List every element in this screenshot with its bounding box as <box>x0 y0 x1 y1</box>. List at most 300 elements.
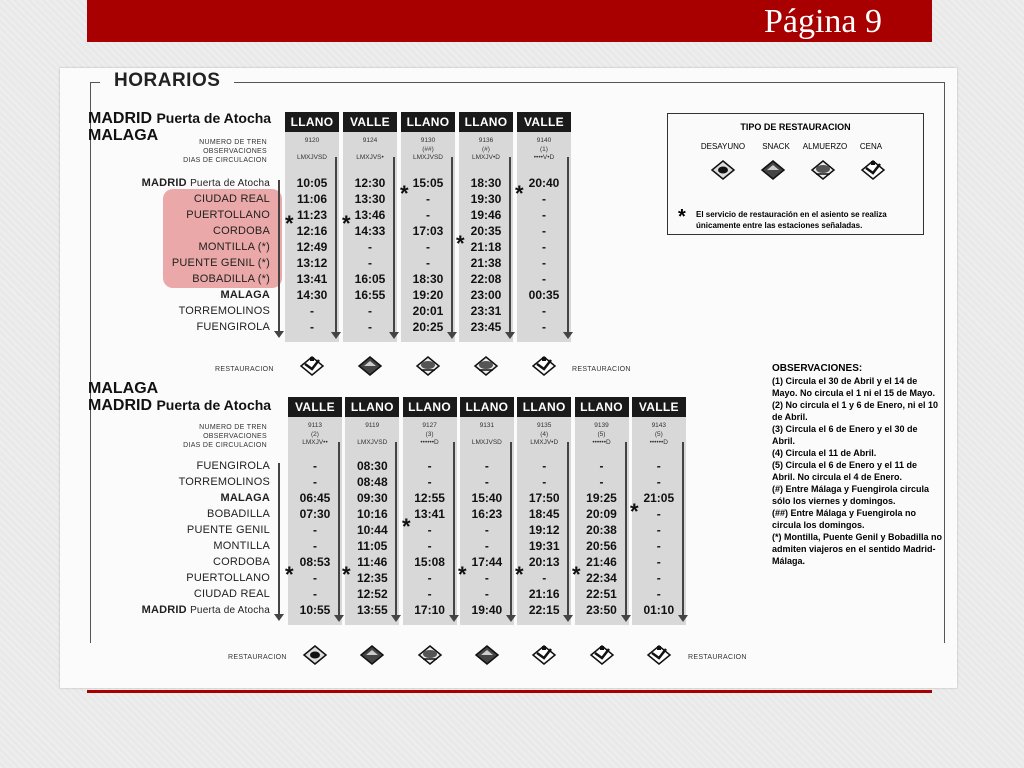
obs-item: (1) Circula el 30 de Abril y el 14 de Mayo. No circula el 1 ni el 15 de Mayo. <box>772 376 936 398</box>
time-cell: 13:46 <box>354 208 386 222</box>
time-cell: - <box>368 320 372 334</box>
almuerzo-icon <box>415 354 441 378</box>
restauracion-star-icon: * <box>630 499 639 524</box>
time-cell: - <box>542 320 546 334</box>
section-title: HORARIOS <box>100 70 234 92</box>
direction-arrow <box>338 442 340 616</box>
train-obs: (1) <box>540 145 548 153</box>
obs-item: (3) Circula el 6 de Enero y el 30 de Abril. <box>772 424 918 446</box>
time-cell: - <box>542 240 546 254</box>
time-cell: - <box>542 256 546 270</box>
train-type-header: LLANO <box>285 112 339 132</box>
time-cell: - <box>484 571 489 585</box>
station-name: PUENTE GENIL (*) <box>171 257 270 269</box>
time-cell: 10:55 <box>299 603 331 617</box>
station-sub: Puerta de Atocha <box>190 178 270 189</box>
time-cell: - <box>313 587 317 601</box>
time-cell: - <box>427 523 432 537</box>
time-cell: - <box>484 523 489 537</box>
legend-cena-label: CENA <box>859 142 883 151</box>
station-bobadilla <box>120 272 270 287</box>
time-cell: - <box>542 475 547 489</box>
meta-label-number: NUMERO DE TREN <box>199 139 267 146</box>
legend-note-line2: únicamente entre las estaciones señaladas. <box>696 221 863 230</box>
time-cell: - <box>368 304 372 318</box>
train-meta <box>460 422 514 447</box>
restauracion-star-icon: * <box>515 562 524 587</box>
station-name: MALAGA <box>220 289 270 301</box>
time-cell: 12:35 <box>356 571 388 585</box>
time-cell: - <box>426 240 430 254</box>
direction-arrow <box>625 442 627 616</box>
station-puertollano <box>120 208 270 223</box>
time-cell: 17:44 <box>471 555 503 569</box>
outbound-origin: MADRID <box>88 110 152 127</box>
station-montilla <box>120 240 270 255</box>
time-cell: 21:46 <box>586 555 617 569</box>
legend-almuerzo-label: ALMUERZO <box>802 142 848 151</box>
time-cell: 11:46 <box>357 555 388 569</box>
station-madrid <box>120 603 270 618</box>
observaciones-title: OBSERVACIONES: <box>772 363 863 374</box>
outbound-meta-labels <box>160 138 267 165</box>
train-obs <box>343 146 397 154</box>
time-cell: 08:30 <box>356 459 388 473</box>
time-cell: - <box>426 256 430 270</box>
train-meta <box>288 422 342 448</box>
train-days: LMXJV•• <box>302 439 328 446</box>
time-cell: - <box>542 224 546 238</box>
time-cell: - <box>656 587 661 601</box>
legend-desayuno-icon <box>710 158 736 182</box>
time-cell: - <box>656 507 661 521</box>
time-cell: 20:35 <box>470 224 502 238</box>
train-meta <box>575 422 629 448</box>
train-obs: (##) <box>422 145 434 153</box>
time-cell: 19:20 <box>412 288 444 302</box>
train-days: LMXJV•D <box>472 154 500 161</box>
meta-label-obs: OBSERVACIONES <box>203 433 267 440</box>
train-days: ••••••D <box>420 439 439 446</box>
time-cell: - <box>368 240 372 254</box>
station-torremolinos <box>120 475 270 490</box>
time-cell: 21:05 <box>643 491 675 505</box>
time-cell: 20:56 <box>586 539 617 553</box>
cena-icon <box>299 354 325 378</box>
legend-almuerzo-icon <box>810 158 836 182</box>
outbound-destination: MALAGA <box>88 127 159 144</box>
train-obs: (3) <box>425 430 434 438</box>
time-cell: 23:50 <box>586 603 617 617</box>
restauracion-star-icon: * <box>285 562 294 587</box>
legend-star-icon: * <box>678 206 686 228</box>
train-type-header: LLANO <box>460 397 514 417</box>
time-cell: - <box>656 539 661 553</box>
time-cell: 10:44 <box>356 523 388 537</box>
station-name: MONTILLA (*) <box>198 241 270 253</box>
train-number: 9113 <box>308 422 322 429</box>
time-cell: - <box>656 571 661 585</box>
desayuno-icon <box>302 643 328 667</box>
time-cell: 19:25 <box>586 491 617 505</box>
station-name: MADRID <box>141 604 187 616</box>
time-cell: 08:53 <box>299 555 331 569</box>
time-cell: 12:30 <box>354 176 386 190</box>
obs-item: (*) Montilla, Puente Genil y Bobadilla no admiten viajeros en el sentido Madrid-Málaga. <box>772 532 943 566</box>
train-meta <box>459 137 513 163</box>
legend-cena-icon <box>860 158 886 182</box>
time-cell: 22:34 <box>586 571 617 585</box>
restauracion-star-icon: * <box>285 211 294 236</box>
train-number: 9135 <box>536 422 552 429</box>
snack-icon <box>359 643 385 667</box>
station-bobadilla <box>120 507 270 522</box>
direction-arrow <box>278 180 280 332</box>
time-cell: - <box>599 459 604 473</box>
train-type-header: VALLE <box>343 112 397 132</box>
direction-arrow <box>453 442 455 616</box>
time-cell: 20:09 <box>586 507 617 521</box>
station-name: BOBADILLA <box>207 508 270 520</box>
direction-arrow <box>682 442 684 616</box>
station-ciudad-real <box>120 192 270 207</box>
train-days: LMXJVS• <box>356 153 384 161</box>
train-days: LMXJVSD <box>413 154 443 161</box>
train-type-header: VALLE <box>632 397 686 417</box>
meta-label-number: NUMERO DE TREN <box>199 424 267 431</box>
time-cell: 16:55 <box>354 288 386 302</box>
train-days: ••••V•D <box>533 154 555 161</box>
time-cell: - <box>313 523 317 537</box>
almuerzo-icon <box>473 354 499 378</box>
time-cell: 15:05 <box>412 176 444 190</box>
time-cell: 22:51 <box>586 587 617 601</box>
time-cell: - <box>542 459 547 473</box>
time-cell: - <box>656 523 661 537</box>
station-madrid <box>120 176 270 191</box>
time-cell: 13:41 <box>414 507 445 521</box>
train-type-header: LLANO <box>517 397 571 417</box>
snack-icon <box>474 643 500 667</box>
time-cell: - <box>427 475 432 489</box>
train-meta <box>517 137 571 163</box>
station-malaga <box>120 491 270 506</box>
almuerzo-icon <box>417 643 443 667</box>
cena-icon <box>531 643 557 667</box>
time-cell: 07:30 <box>299 507 331 521</box>
station-fuengirola <box>120 459 270 474</box>
time-cell: - <box>656 459 661 473</box>
direction-arrow <box>510 442 512 616</box>
train-number: 9131 <box>479 422 495 429</box>
train-type-header: LLANO <box>575 397 629 417</box>
time-cell: - <box>656 475 661 489</box>
time-cell: - <box>368 256 372 270</box>
time-cell: 10:05 <box>296 176 328 190</box>
time-cell: 11:23 <box>296 208 328 222</box>
train-type-header: LLANO <box>345 397 399 417</box>
station-ciudad-real <box>120 587 270 602</box>
station-montilla <box>120 539 270 554</box>
train-meta <box>403 422 457 448</box>
time-cell: 18:45 <box>528 507 560 521</box>
inbound-route-title <box>88 380 271 414</box>
train-obs <box>460 431 514 439</box>
time-cell: 19:30 <box>470 192 502 206</box>
inbound-destination: MADRID <box>88 397 152 414</box>
station-torremolinos <box>120 304 270 319</box>
time-cell: 15:40 <box>471 491 503 505</box>
time-cell: - <box>542 571 547 585</box>
station-name: BOBADILLA (*) <box>192 273 270 285</box>
time-cell: 11:06 <box>296 192 328 206</box>
train-obs <box>285 146 339 154</box>
restauracion-star-icon: * <box>572 562 581 587</box>
station-name: PUERTOLLANO <box>186 572 270 584</box>
station-name: PUENTE GENIL <box>186 524 270 536</box>
time-cell: - <box>599 475 604 489</box>
time-cell: 12:52 <box>356 587 388 601</box>
train-meta <box>343 137 397 162</box>
time-cell: 23:31 <box>470 304 502 318</box>
restauracion-star-icon: * <box>458 562 467 587</box>
time-cell: - <box>313 459 317 473</box>
direction-arrow <box>393 157 395 333</box>
snack-icon <box>357 354 383 378</box>
time-cell: 20:01 <box>412 304 444 318</box>
time-cell: 21:38 <box>470 256 502 270</box>
time-cell: - <box>484 587 489 601</box>
cena-icon <box>531 354 557 378</box>
train-obs: (5) <box>654 430 663 438</box>
time-cell: 14:33 <box>354 224 386 238</box>
direction-arrow <box>509 157 511 333</box>
direction-arrow <box>395 442 397 616</box>
time-cell: 19:40 <box>471 603 503 617</box>
restauracion-star-icon: * <box>515 181 524 206</box>
time-cell: - <box>656 555 661 569</box>
page-title: Página 9 <box>763 3 882 40</box>
timetable-document <box>60 68 957 688</box>
train-number: 9120 <box>304 137 320 144</box>
station-name: MONTILLA <box>213 540 270 552</box>
station-name: CORDOBA <box>212 556 270 568</box>
header-banner <box>87 0 932 42</box>
direction-arrow <box>335 157 337 333</box>
time-cell: 21:18 <box>470 240 502 254</box>
time-cell: 13:30 <box>354 192 386 206</box>
time-cell: - <box>542 304 546 318</box>
direction-arrow <box>567 157 569 333</box>
restauracion-label-outbound-left: RESTAURACION <box>215 366 274 373</box>
station-puente-genil <box>120 256 270 271</box>
obs-item: (4) Circula el 11 de Abril. <box>772 448 877 458</box>
time-cell: - <box>542 208 546 222</box>
time-cell: 01:10 <box>643 603 675 617</box>
time-cell: - <box>427 459 432 473</box>
cena-icon <box>589 643 615 667</box>
inbound-meta-labels <box>160 423 267 450</box>
time-cell: - <box>542 192 546 206</box>
time-cell: 12:55 <box>414 491 445 505</box>
restauracion-star-icon: * <box>402 514 411 539</box>
restauracion-legend <box>667 113 924 235</box>
time-cell: 20:40 <box>528 176 560 190</box>
station-name: FUENGIROLA <box>196 460 270 472</box>
time-cell: - <box>484 459 489 473</box>
train-type-header: VALLE <box>288 397 342 417</box>
station-name: FUENGIROLA <box>196 321 270 333</box>
station-puertollano <box>120 571 270 586</box>
station-name: CIUDAD REAL <box>193 193 270 205</box>
time-cell: - <box>484 539 489 553</box>
observaciones <box>772 363 942 567</box>
time-cell: - <box>542 272 546 286</box>
inbound-origin: MALAGA <box>88 380 159 397</box>
meta-label-days: DIAS DE CIRCULACION <box>183 442 267 449</box>
time-cell: - <box>310 304 314 318</box>
train-obs: (#) <box>482 145 490 153</box>
train-days: ••••••D <box>649 439 668 446</box>
time-cell: 17:03 <box>412 224 444 238</box>
time-cell: 10:16 <box>356 507 388 521</box>
train-obs: (5) <box>597 430 606 438</box>
train-obs: (4) <box>540 430 549 438</box>
train-obs <box>345 431 399 439</box>
train-days: LMXJVSD <box>357 438 388 446</box>
time-cell: 22:08 <box>470 272 502 286</box>
legend-note <box>696 209 887 231</box>
time-cell: 11:05 <box>357 539 388 553</box>
time-cell: 17:50 <box>528 491 560 505</box>
time-cell: 16:23 <box>471 507 503 521</box>
direction-arrow <box>451 157 453 333</box>
station-name: MALAGA <box>220 492 270 504</box>
time-cell: 13:12 <box>296 256 328 270</box>
train-type-header: LLANO <box>459 112 513 132</box>
train-number: 9139 <box>594 422 609 429</box>
meta-label-obs: OBSERVACIONES <box>203 148 267 155</box>
time-cell: - <box>427 539 432 553</box>
obs-item: (##) Entre Málaga y Fuengirola no circula los domingos. <box>772 508 917 530</box>
legend-desayuno-label: DESAYUNO <box>700 142 746 151</box>
restauracion-label-outbound-right: RESTAURACION <box>572 366 631 373</box>
restauracion-star-icon: * <box>456 231 465 256</box>
train-days: LMXJV•D <box>530 439 559 446</box>
station-name: MADRID <box>141 177 187 189</box>
train-meta <box>517 422 571 448</box>
time-cell: 17:10 <box>414 603 445 617</box>
time-cell: 18:30 <box>412 272 444 286</box>
train-meta <box>285 137 339 162</box>
station-fuengirola <box>120 320 270 335</box>
time-cell: 23:00 <box>470 288 502 302</box>
train-type-header: VALLE <box>517 112 571 132</box>
time-cell: - <box>426 208 430 222</box>
train-days: LMXJVSD <box>297 153 327 161</box>
obs-item: (5) Circula el 6 de Enero y el 11 de Abril. No circula el 4 de Enero. <box>772 460 918 482</box>
time-cell: 13:41 <box>296 272 328 286</box>
train-days: ••••••D <box>592 439 611 446</box>
time-cell: 19:46 <box>470 208 502 222</box>
station-name: TORREMOLINOS <box>178 305 270 317</box>
time-cell: - <box>484 475 489 489</box>
obs-item: (2) No circula el 1 y 6 de Enero, ni el 10 de Abril. <box>772 400 939 422</box>
station-name: PUERTOLLANO <box>186 209 270 221</box>
time-cell: 16:05 <box>354 272 386 286</box>
station-sub: Puerta de Atocha <box>190 605 270 616</box>
time-cell: 00:35 <box>528 288 560 302</box>
train-meta <box>401 137 455 163</box>
time-cell: - <box>313 539 317 553</box>
train-number: 9127 <box>422 422 437 429</box>
train-type-header: LLANO <box>401 112 455 132</box>
train-number: 9130 <box>420 137 436 144</box>
time-cell: 14:30 <box>296 288 328 302</box>
time-cell: - <box>427 587 432 601</box>
time-cell: 20:25 <box>412 320 444 334</box>
time-cell: 12:49 <box>296 240 328 254</box>
legend-note-line1: El servicio de restauración en el asiento se realiza <box>696 210 887 219</box>
train-type-header: LLANO <box>403 397 457 417</box>
time-cell: 20:13 <box>528 555 560 569</box>
outbound-origin-sub: Puerta de Atocha <box>156 110 272 126</box>
train-number: 9124 <box>362 137 378 144</box>
time-cell: 12:16 <box>296 224 328 238</box>
time-cell: 18:30 <box>470 176 502 190</box>
station-name: TORREMOLINOS <box>178 476 270 488</box>
cena-icon <box>646 643 672 667</box>
legend-snack-icon <box>760 158 786 182</box>
train-number: 9143 <box>651 422 667 429</box>
obs-item: (#) Entre Málaga y Fuengirola circula sólo los viernes y domingos. <box>772 484 930 506</box>
time-cell: - <box>313 475 317 489</box>
station-puente-genil <box>120 523 270 538</box>
direction-arrow <box>567 442 569 616</box>
train-obs: (2) <box>311 430 319 438</box>
station-name: CIUDAD REAL <box>193 588 270 600</box>
time-cell: 06:45 <box>299 491 331 505</box>
time-cell: - <box>313 571 317 585</box>
restauracion-star-icon: * <box>400 181 409 206</box>
time-cell: 08:48 <box>356 475 388 489</box>
time-cell: 19:31 <box>528 539 560 553</box>
time-cell: 21:16 <box>528 587 560 601</box>
inbound-destination-sub: Puerta de Atocha <box>156 397 272 413</box>
train-meta <box>345 422 399 447</box>
train-days: LMXJVSD <box>471 438 502 446</box>
station-cordoba <box>120 555 270 570</box>
time-cell: - <box>426 192 430 206</box>
legend-snack-label: SNACK <box>762 142 790 151</box>
time-cell: - <box>427 571 432 585</box>
restauracion-label-inbound-right: RESTAURACION <box>688 654 747 661</box>
train-number: 9136 <box>478 137 494 144</box>
station-cordoba <box>120 224 270 239</box>
bottom-rule <box>87 690 932 693</box>
time-cell: 13:55 <box>356 603 388 617</box>
legend-title: TIPO DE RESTAURACION <box>740 122 851 132</box>
station-malaga <box>120 288 270 303</box>
station-name: CORDOBA <box>212 225 270 237</box>
restauracion-star-icon: * <box>342 211 351 236</box>
train-number: 9119 <box>365 422 380 429</box>
time-cell: 22:15 <box>528 603 560 617</box>
time-cell: 23:45 <box>470 320 502 334</box>
restauracion-star-icon: * <box>342 562 351 587</box>
train-number: 9140 <box>536 137 552 144</box>
time-cell: 19:12 <box>528 523 560 537</box>
